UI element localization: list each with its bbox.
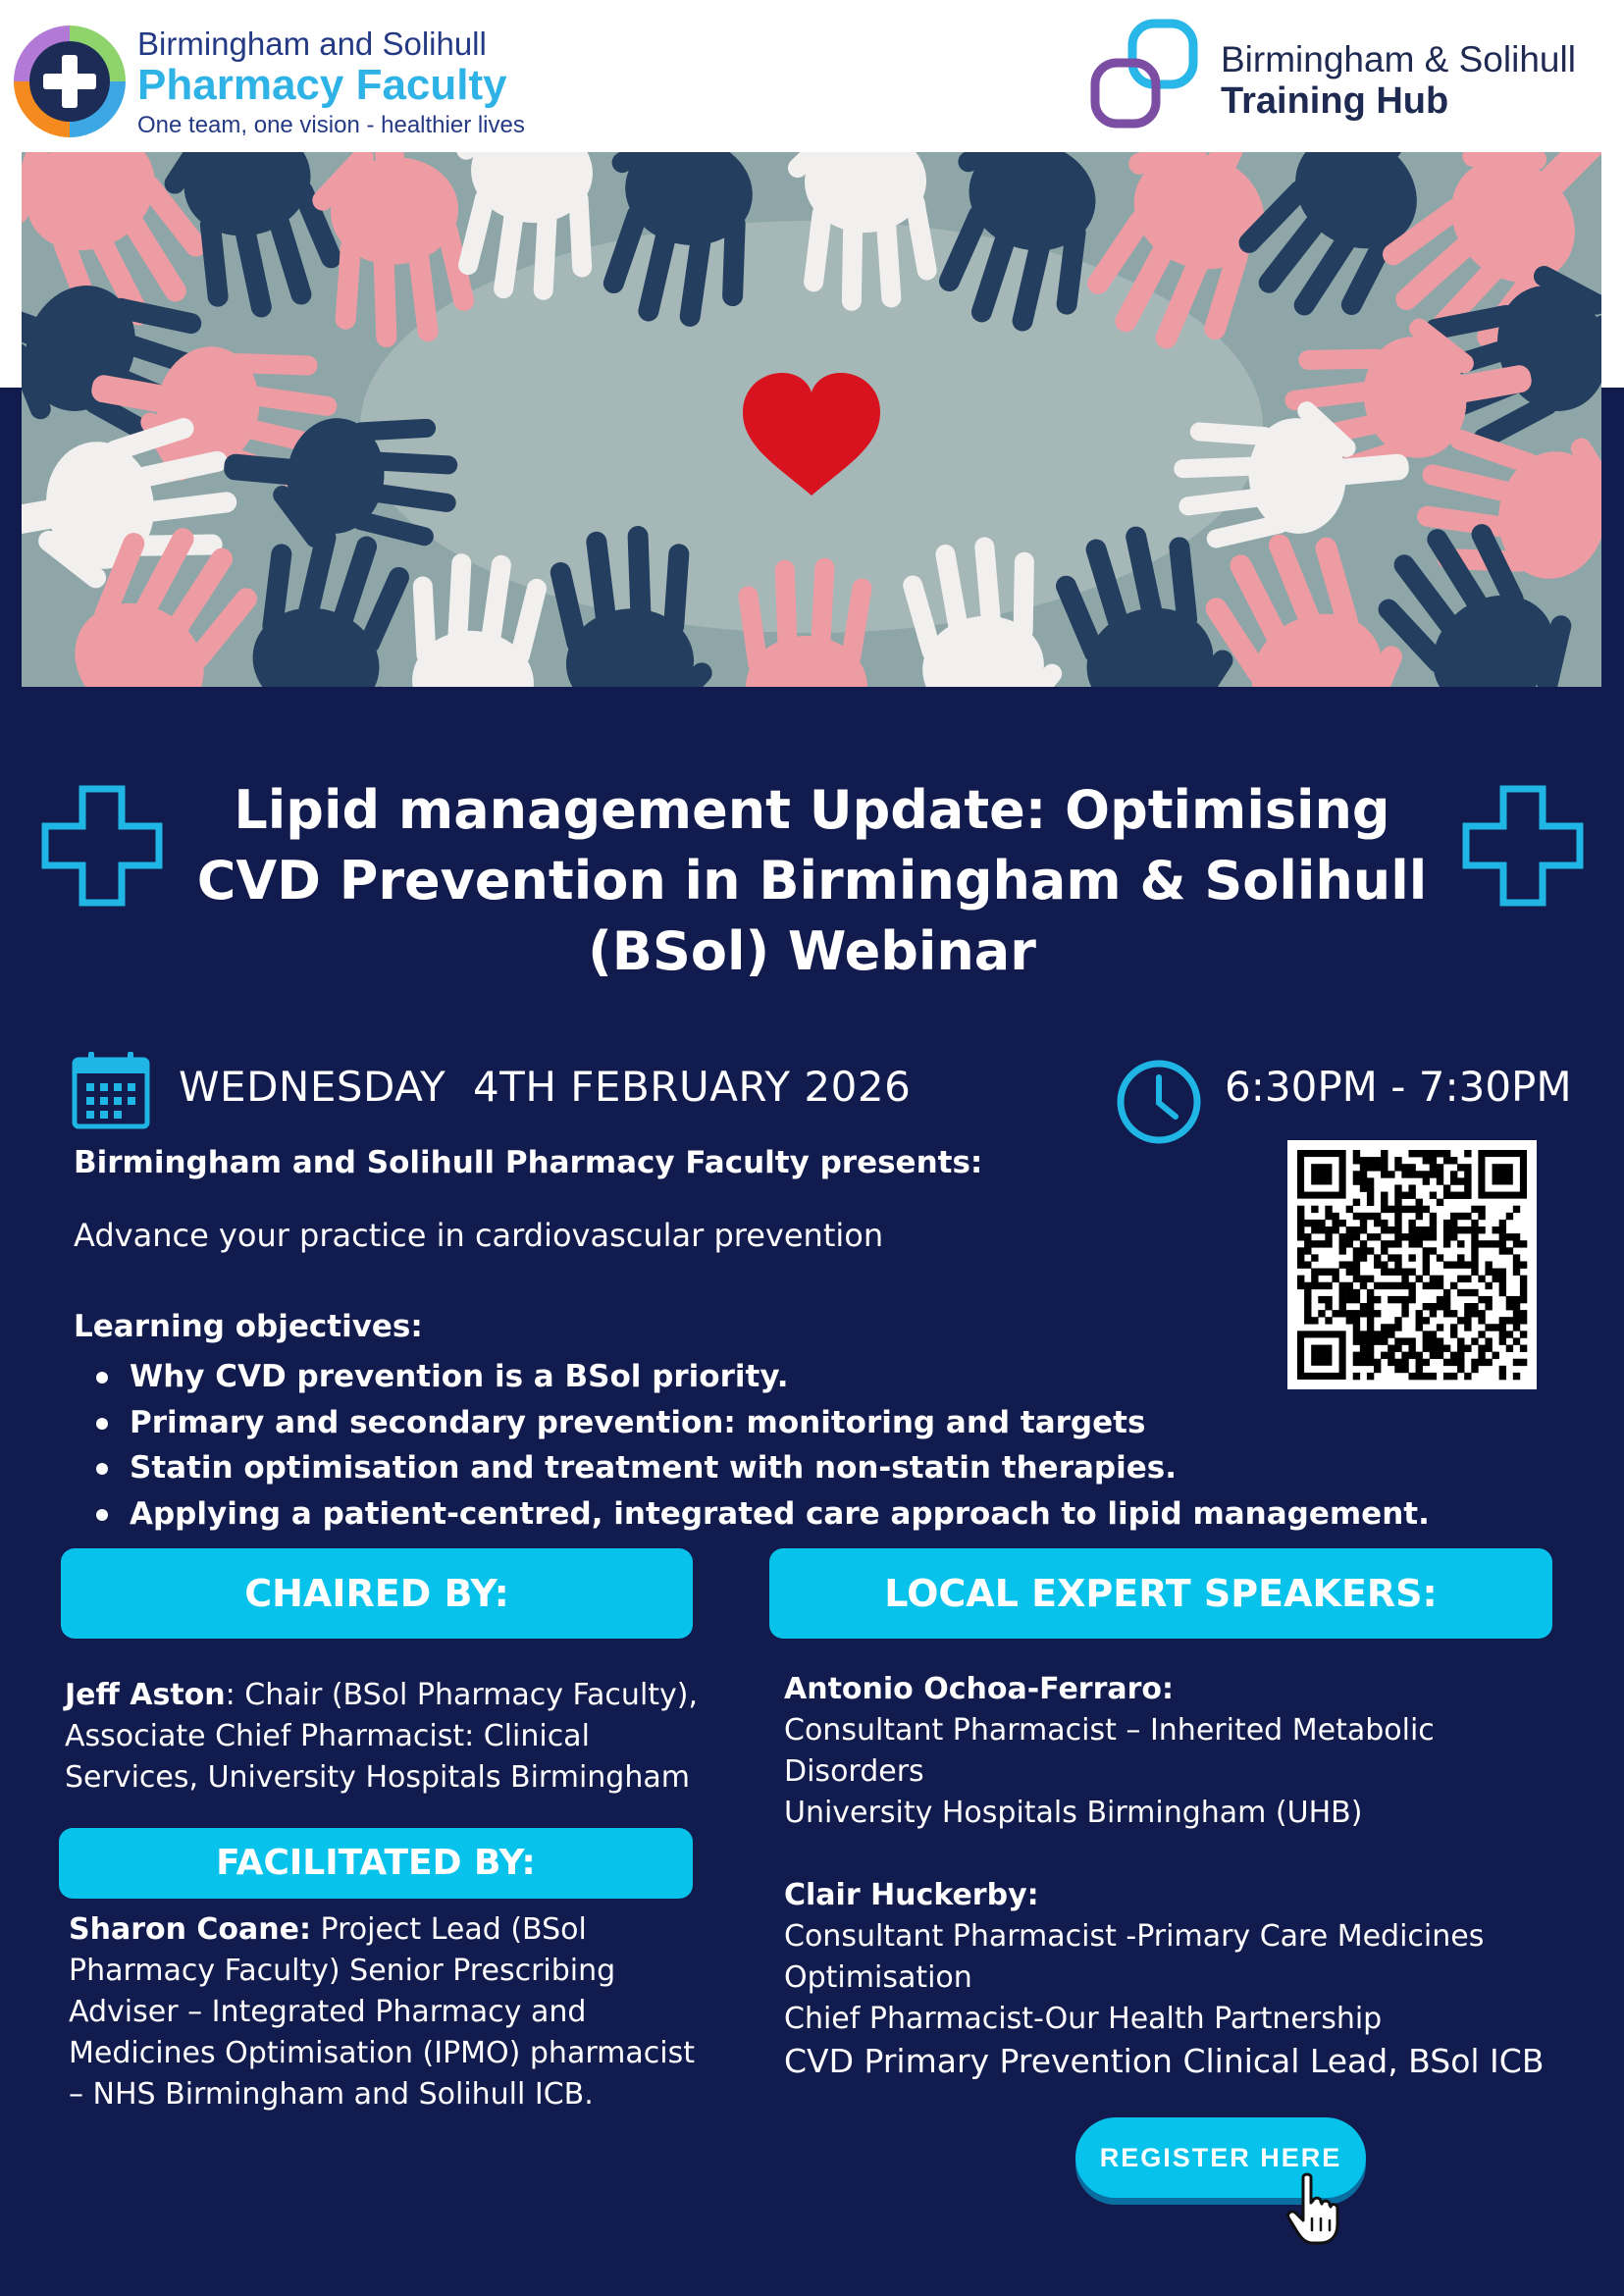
speaker-role: Consultant Pharmacist -Primary Care Medicines Optimisation — [784, 1919, 1485, 1995]
speaker-organisation: University Hospitals Birmingham (UHB) — [784, 1796, 1363, 1830]
interlocked-squares-logo-icon — [1085, 16, 1205, 135]
objectives-heading: Learning objectives: — [74, 1309, 423, 1344]
pharmacy-faculty-logo — [12, 24, 561, 145]
clock-icon — [1115, 1058, 1203, 1146]
chair-role: : Chair (BSol Pharmacy Faculty), Associate Chief Pharmacist: Clinical Services, University Hospitals Birmingham — [65, 1678, 699, 1795]
event-time: 6:30PM - 7:30PM — [1225, 1063, 1572, 1111]
facilitator-details — [69, 1909, 707, 2115]
list-item: Primary and secondary prevention: monitoring and targets — [130, 1400, 1430, 1446]
list-item: Applying a patient-centred, integrated care approach to lipid management. — [130, 1491, 1430, 1538]
speaker-role: Consultant Pharmacist – Inherited Metabolic Disorders — [784, 1713, 1435, 1789]
training-hub-logo — [1085, 16, 1620, 135]
list-item: Statin optimisation and treatment with non-statin therapies. — [130, 1445, 1430, 1491]
speaker-lead-role: CVD Primary Prevention Clinical Lead, BSol ICB — [784, 2042, 1545, 2080]
speaker-1 — [784, 1669, 1549, 1834]
list-item: Why CVD prevention is a BSol priority. — [130, 1354, 1430, 1400]
speaker-name: Clair Huckerby: — [784, 1878, 1039, 1912]
hand-cursor-icon — [1285, 2171, 1340, 2246]
logo-line-1: Birmingham & Solihull — [1221, 39, 1576, 79]
logo-line-2: Training Hub — [1221, 80, 1449, 122]
speakers-heading: LOCAL EXPERT SPEAKERS: — [769, 1548, 1552, 1639]
presents-line: Birmingham and Solihull Pharmacy Faculty presents: — [74, 1145, 983, 1180]
medical-cross-logo-icon — [12, 24, 128, 139]
plus-outline-icon — [1460, 783, 1586, 909]
chair-name: Jeff Aston — [65, 1678, 226, 1712]
event-tagline: Advance your practice in cardiovascular prevention — [74, 1217, 884, 1254]
speaker-organisation: Chief Pharmacist-Our Health Partnership — [784, 2002, 1383, 2036]
event-title: Lipid management Update: Optimising CVD Prevention in Birmingham & Solihull (BSol) Webinar — [196, 779, 1428, 982]
hands-around-heart-image — [22, 152, 1601, 687]
logo-tagline: One team, one vision - healthier lives — [137, 112, 525, 138]
chaired-by-heading: CHAIRED BY: — [61, 1548, 693, 1639]
plus-outline-icon — [39, 783, 165, 909]
speaker-name: Antonio Ochoa-Ferraro: — [784, 1672, 1175, 1706]
calendar-icon — [71, 1050, 151, 1130]
registration-qr-code[interactable] — [1287, 1140, 1537, 1389]
facilitated-by-heading: FACILITATED BY: — [59, 1828, 693, 1899]
objectives-list — [130, 1354, 1430, 1537]
facilitator-name: Sharon Coane: — [69, 1912, 311, 1947]
facilitator-role: Project Lead (BSol Pharmacy Faculty) Senior Prescribing Adviser – Integrated Pharmacy and Medicines Optimisation (IPMO) pharmacist – NHS Birmingham and Solihull ICB. — [69, 1912, 695, 2112]
register-button[interactable]: REGISTER HERE — [1075, 2117, 1366, 2198]
logo-line-2: Pharmacy Faculty — [137, 61, 507, 109]
event-date: WEDNESDAY 4TH FEBRUARY 2026 — [179, 1063, 912, 1111]
logo-line-1: Birmingham and Solihull — [137, 26, 487, 62]
speaker-2 — [784, 1875, 1549, 2083]
chair-details — [65, 1675, 703, 1799]
